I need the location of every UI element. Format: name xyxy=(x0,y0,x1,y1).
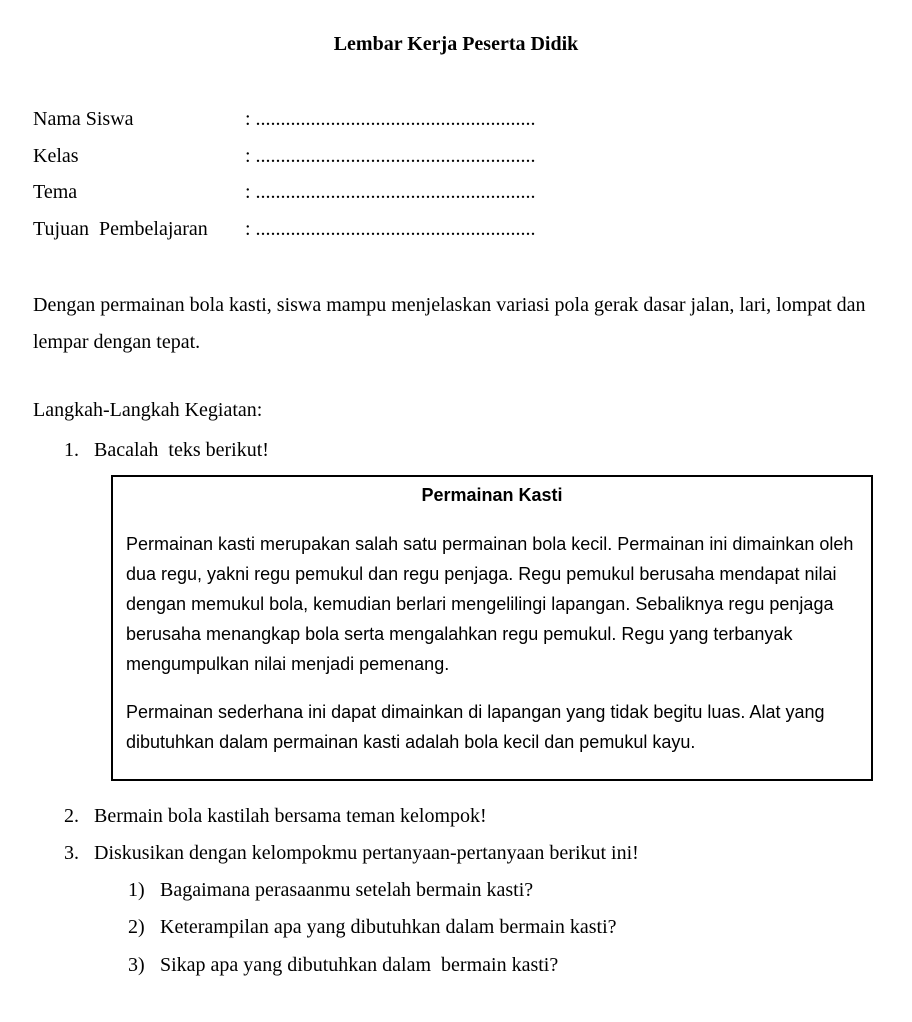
step-number: 3. xyxy=(64,842,79,864)
field-blank-tema[interactable]: : ........................................................ xyxy=(245,181,536,203)
step-number: 2. xyxy=(64,805,79,827)
page-title: Lembar Kerja Peserta Didik xyxy=(333,33,579,55)
question-text: Keterampilan apa yang dibutuhkan dalam bermain kasti? xyxy=(160,916,617,938)
step-number: 1. xyxy=(64,439,79,461)
learning-objective-text: Dengan permainan bola kasti, siswa mampu menjelaskan variasi pola gerak dasar jalan, lari, lompat dan lempar dengan tepat. xyxy=(33,294,866,353)
question-text: Bagaimana perasaanmu setelah bermain kasti? xyxy=(160,879,534,901)
reading-paragraph-1: Permainan kasti merupakan salah satu permainan bola kecil. Permainan ini dimainkan oleh dua regu, yakni regu pemukul dan regu penjaga. Regu pemukul berusaha mendapat nilai dengan memukul bola, kemudian berlari mengelilingi lapangan. Sebaliknya regu penjaga berusaha menangkap bola serta mengalahkan regu pemukul. Regu yang terbanyak mengumpulkan nilai menjadi pemenang. xyxy=(126,534,854,674)
question-item-2 xyxy=(128,916,617,939)
field-blank-tujuan-pembelajaran[interactable]: : ........................................................ xyxy=(245,218,536,240)
reading-paragraph-2: Permainan sederhana ini dapat dimainkan di lapangan yang tidak begitu luas. Alat yang dibutuhkan dalam permainan kasti adalah bola kecil dan pemukul kayu. xyxy=(126,702,825,752)
field-blank-nama-siswa[interactable]: : ........................................................ xyxy=(245,108,536,130)
field-label-tema: Tema xyxy=(33,181,78,203)
step-text: Bacalah teks berikut! xyxy=(94,439,269,461)
step-text: Bermain bola kastilah bersama teman kelompok! xyxy=(94,805,487,827)
question-number: 1) xyxy=(128,879,145,901)
question-item-3 xyxy=(128,954,558,977)
field-label-tujuan-pembelajaran: Tujuan Pembelajaran xyxy=(33,218,208,240)
field-label-nama-siswa: Nama Siswa xyxy=(33,108,134,130)
question-number: 2) xyxy=(128,916,145,938)
step-item-1 xyxy=(64,439,269,462)
question-number: 3) xyxy=(128,954,145,976)
step-item-2 xyxy=(64,805,487,828)
question-text: Sikap apa yang dibutuhkan dalam bermain kasti? xyxy=(160,954,559,976)
reading-box-title: Permainan Kasti xyxy=(421,485,563,505)
field-label-kelas: Kelas xyxy=(33,145,79,167)
question-item-1 xyxy=(128,879,533,902)
steps-heading: Langkah-Langkah Kegiatan: xyxy=(33,399,263,421)
step-item-3 xyxy=(64,842,639,865)
step-text: Diskusikan dengan kelompokmu pertanyaan-pertanyaan berikut ini! xyxy=(94,842,639,864)
field-blank-kelas[interactable]: : ........................................................ xyxy=(245,145,536,167)
reading-box xyxy=(111,475,873,781)
